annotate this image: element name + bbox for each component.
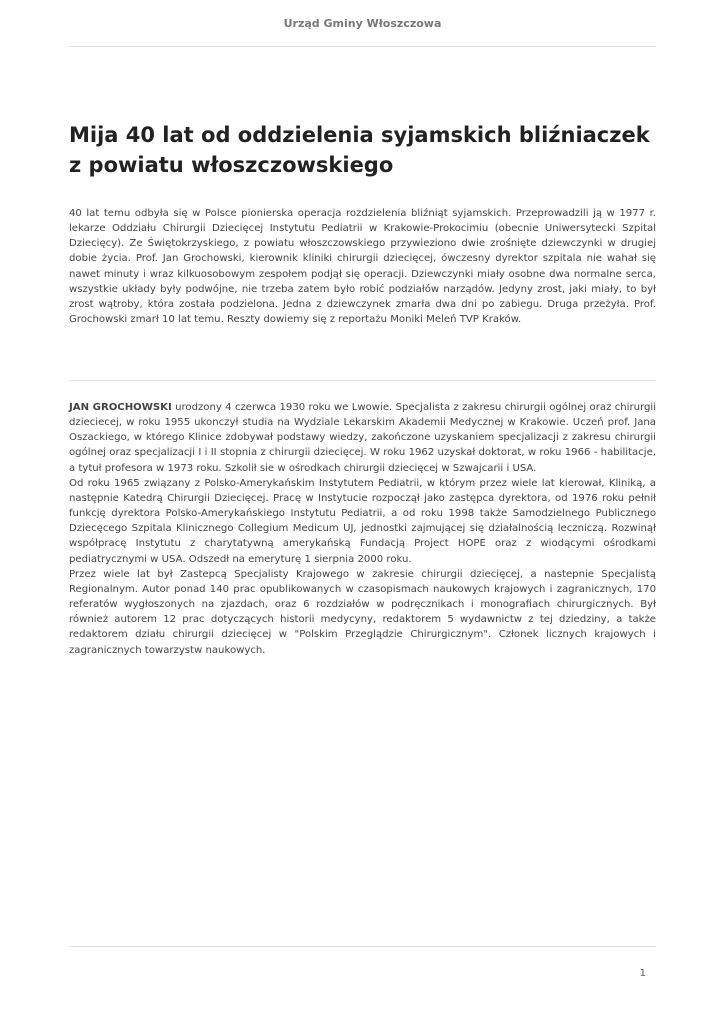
article-title: Mija 40 lat od oddzielenia syjamskich bliźniaczek z powiatu włoszczowskiego [69, 123, 650, 177]
biography-paragraph-3: Przez wiele lat był Zastepcą Specjalisty Krajowego w zakresie chirurgii dziecięcej, a nastepnie Specjalistą Regionalnym. Autor ponad 140 prac opublikowanych w czasopismach naukowych krajowych i zagranicznych, 170 referatów wygłoszonych na zjazdach, oraz 6 rozdziałów w podręcznikach i monografiach chirurgicznych. Był również autorem 12 prac dotyczących historii medycyny, redaktorem 5 wydawnictw z tej dziedziny, a także redaktorem działu chirurgii dziecięcej w "Polskim Przeglądzie Chirurgicznym". Członek licznych krajowych i zagranicznych towarzystw naukowych. [69, 568, 656, 656]
biography-paragraph-1-text: urodzony 4 czerwca 1930 roku we Lwowie. Specjalista z zakresu chirurgii ogólnej oraz chirurgii dzieciecej, w roku 1955 ukonczył studia na Wydziale Lekarskim Akademii Medycznej w Krakowie. Uczeń prof. Jana Oszackiego, w którego Klinice zdobywał podstawy wiedzy, zakończone uzyskaniem specjalizacji z zakresu chirurgii ogólnej oraz specjalizacji I i II stopnia z chirurgii dziecięcej. W roku 1962 uzyskał doktorat, w roku 1966 - habilitacje, a tytuł profesora w 1973 roku. Szkolił sie w ośrodkach chirurgii dziecięcej w Szwajcarii i USA. [69, 402, 656, 474]
site-header: Urząd Gminy Włoszczowa [283, 17, 442, 30]
footer-divider [69, 946, 656, 947]
biography-paragraph-1 [69, 400, 656, 476]
header-divider [69, 46, 656, 47]
biography-section [69, 400, 656, 658]
page-number: 1 [639, 968, 646, 979]
article-lead: 40 lat temu odbyła się w Polsce pionierska operacja rozdzielenia bliźniąt syjamskich. Przeprowadzili ją w 1977 r. lekarze Oddziału Chirurgii Dziecięcej Instytutu Pediatrii w Krakowie-Prokocimiu (obecnie Uniwersytecki Szpital Dziecięcy). Ze Świętokrzyskiego, z powiatu włoszczowskiego przywieziono dwie zrośnięte dziewczynki w drugiej dobie życia. Prof. Jan Grochowski, kierownik kliniki chirurgii dziecięcej, ówczesny dyrektor szpitala nie wahał się nawet minuty i wraz kilkuosobowym zespołem podjął się operacji. Dziewczynki miały osobne dwa normalne serca, wszystkie układy były podwójne, nie trzeba zatem było robić podziałów narządów. Jedyny zrost, jaki miały, to był zrost wątroby, która została podzielona. Jedna z dziewczynek zmarła dwa dni po zabiegu. Druga przeżyła. Prof. Grochowski zmarł 10 lat temu. Reszty dowiemy się z reportażu Moniki Meleń TVP Kraków. [69, 208, 656, 326]
biography-name: JAN GROCHOWSKI [69, 402, 172, 413]
biography-paragraph-2: Od roku 1965 związany z Polsko-Amerykańskim Instytutem Pediatrii, w którym przez wiele lat kierował, Kliniką, a następnie Katedrą Chirurgii Dziecięcej. Pracę w Instytucie rozpoczął jako zastępca dyrektora, od 1976 roku pełnił funkcję dyrektora Polsko-Amerykańskiego Instytutu Pediatrii, a od roku 1998 także Samodzielnego Publicznego Dziecęcego Szpitala Klinicznego Collegium Medicum UJ, jednostki zajmującej się działalnością leczniczą. Rozwinął współpracę Instytutu z charytatywną amerykańską Fundacją Project HOPE oraz z wiodącymi ośrodkami pediatrycznymi w USA. Odszedł na emeryturę 1 sierpnia 2000 roku. [69, 477, 656, 565]
section-divider [69, 380, 656, 381]
